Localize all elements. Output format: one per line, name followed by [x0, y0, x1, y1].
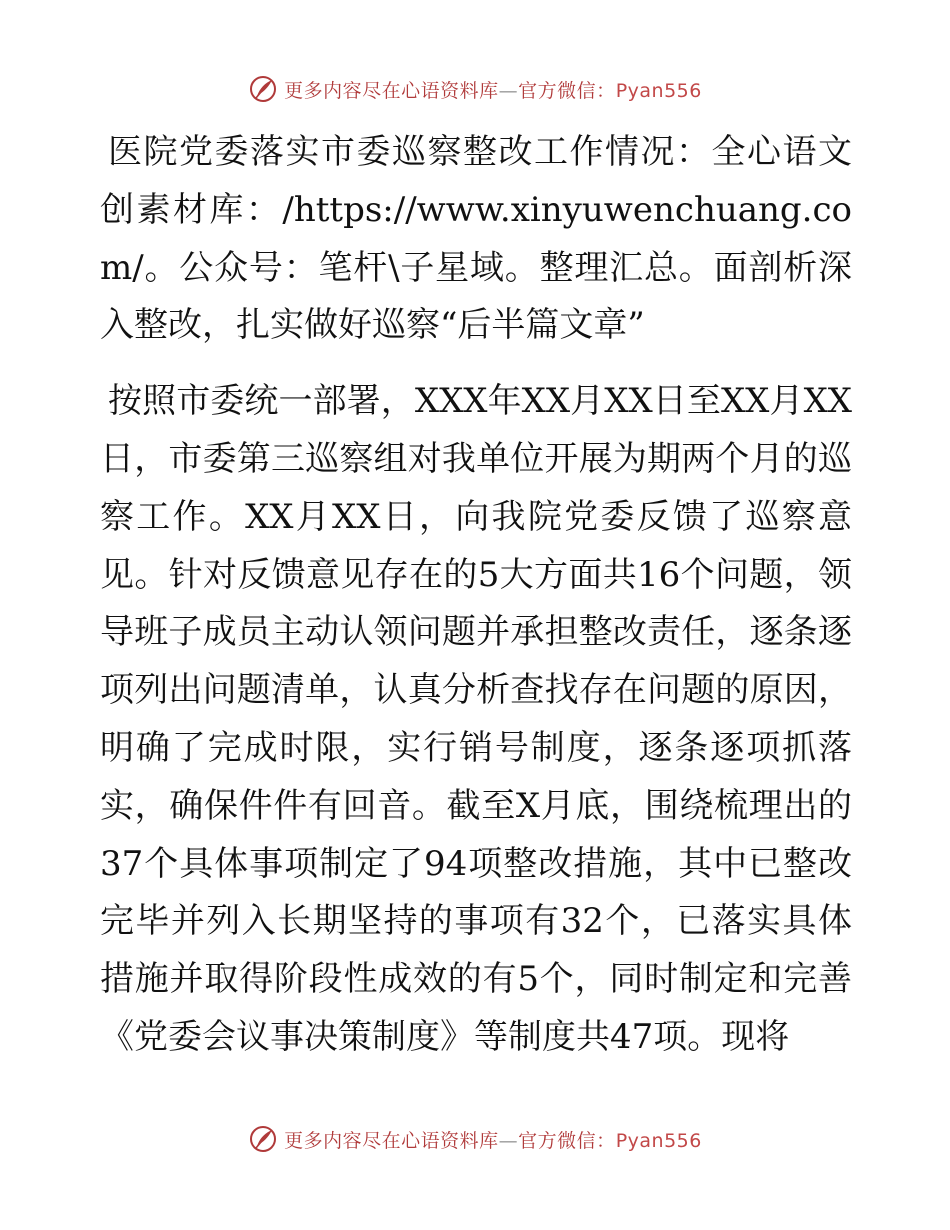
watermark-wechat-id: Pyan556: [615, 1129, 702, 1152]
watermark-separator: —: [498, 1129, 519, 1152]
watermark-label: 官方微信：: [518, 79, 616, 102]
title-paragraph: 医院党委落实市委巡察整改工作情况：全心语文创素材库：/https://www.xinyuwenchuang.com/。公众号：笔杆\子星域。整理汇总。面剖析深入整改，扎实做好巡察“后半篇文章”: [100, 132, 852, 346]
header-watermark-banner: [0, 72, 950, 106]
feather-pen-logo-icon: [248, 1124, 278, 1154]
body-paragraph: 按照市委统一部署，XXX年XX月XX日至XX月XX日，市委第三巡察组对我单位开展为期两个月的巡察工作。XX月XX日，向我院党委反馈了巡察意见。针对反馈意见存在的5大方面共16个问题，领导班子成员主动认领问题并承担整改责任，逐条逐项列出问题清单，认真分析查找存在问题的原因，明确了完成时限，实行销号制度，逐条逐项抓落实，确保件件有回音。截至X月底，围绕梳理出的37个具体事项制定了94项整改措施，其中已整改完毕并列入长期坚持的事项有32个，已落实具体措施并取得阶段性成效的有5个，同时制定和完善《党委会议事决策制度》等制度共47项。现将: [100, 381, 852, 1057]
document-body: [100, 124, 852, 1067]
watermark-label: 官方微信：: [518, 1129, 616, 1152]
watermark-lead: 更多内容尽在心语资料库: [284, 79, 499, 102]
footer-watermark-banner: [0, 1122, 950, 1156]
watermark-text: [284, 1126, 702, 1153]
watermark-separator: —: [498, 79, 519, 102]
watermark-lead: 更多内容尽在心语资料库: [284, 1129, 499, 1152]
feather-pen-logo-icon: [248, 74, 278, 104]
watermark-wechat-id: Pyan556: [615, 79, 702, 102]
watermark-text: [284, 76, 702, 103]
